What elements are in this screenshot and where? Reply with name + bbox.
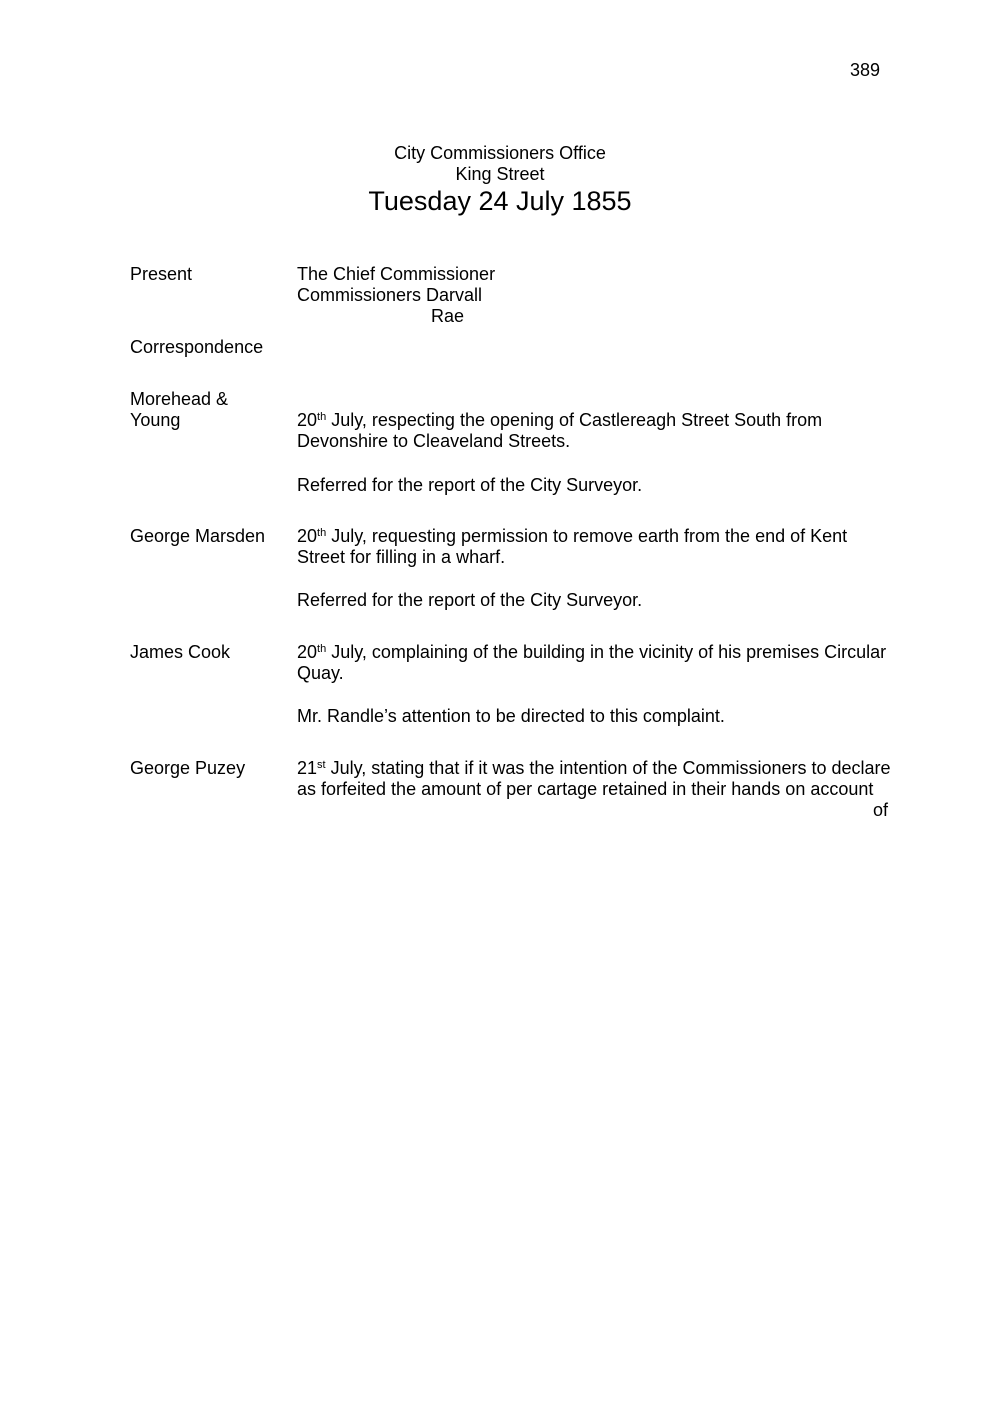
- letter-text: July, requesting permission to remove earth from the end of Kent: [326, 526, 848, 546]
- letter-summary-continued: Devonshire to Cleaveland Streets.: [297, 431, 571, 451]
- present-line: Rae: [431, 306, 465, 326]
- street-heading: King Street: [455, 164, 545, 184]
- letter-summary-continued: as forfeited the amount of per cartage retained in their hands on account: [297, 779, 874, 799]
- letter-text: July, stating that if it was the intention of the Commissioners to declare: [325, 758, 891, 778]
- letter-text: July, respecting the opening of Castlereagh Street South from: [326, 410, 823, 430]
- letter-summary: [297, 410, 917, 431]
- letter-summary-continued: Street for filling in a wharf.: [297, 547, 506, 567]
- ordinal-suffix: th: [317, 643, 327, 655]
- resolution: Referred for the report of the City Surveyor.: [297, 475, 643, 495]
- letter-day: 20: [297, 526, 318, 546]
- ordinal-suffix: th: [317, 527, 327, 539]
- correspondence-label: Correspondence: [130, 337, 264, 357]
- ordinal-suffix: th: [317, 411, 327, 423]
- meeting-date: Tuesday 24 July 1855: [368, 186, 632, 216]
- correspondent-name: Young: [130, 410, 181, 430]
- resolution: Mr. Randle’s attention to be directed to this complaint.: [297, 706, 725, 726]
- letter-day: 21: [297, 758, 318, 778]
- letter-summary-continued: Quay.: [297, 663, 344, 683]
- letter-text: July, complaining of the building in the vicinity of his premises Circular: [326, 642, 887, 662]
- letter-summary: [297, 758, 917, 779]
- ordinal-suffix: st: [317, 759, 326, 771]
- correspondent-name: George Marsden: [130, 526, 266, 546]
- correspondent-name: George Puzey: [130, 758, 246, 778]
- present-label: Present: [130, 264, 193, 284]
- letter-summary: [297, 526, 917, 547]
- present-line: Commissioners Darvall: [297, 285, 483, 305]
- letter-summary: [297, 642, 917, 663]
- page-number: 389: [849, 60, 880, 80]
- letter-day: 20: [297, 410, 318, 430]
- present-line: The Chief Commissioner: [297, 264, 496, 284]
- office-heading: City Commissioners Office: [394, 143, 606, 163]
- resolution: Referred for the report of the City Surveyor.: [297, 590, 643, 610]
- letter-day: 20: [297, 642, 318, 662]
- correspondent-name: James Cook: [130, 642, 231, 662]
- correspondent-name: Morehead &: [130, 389, 229, 409]
- catchword: of: [872, 800, 888, 820]
